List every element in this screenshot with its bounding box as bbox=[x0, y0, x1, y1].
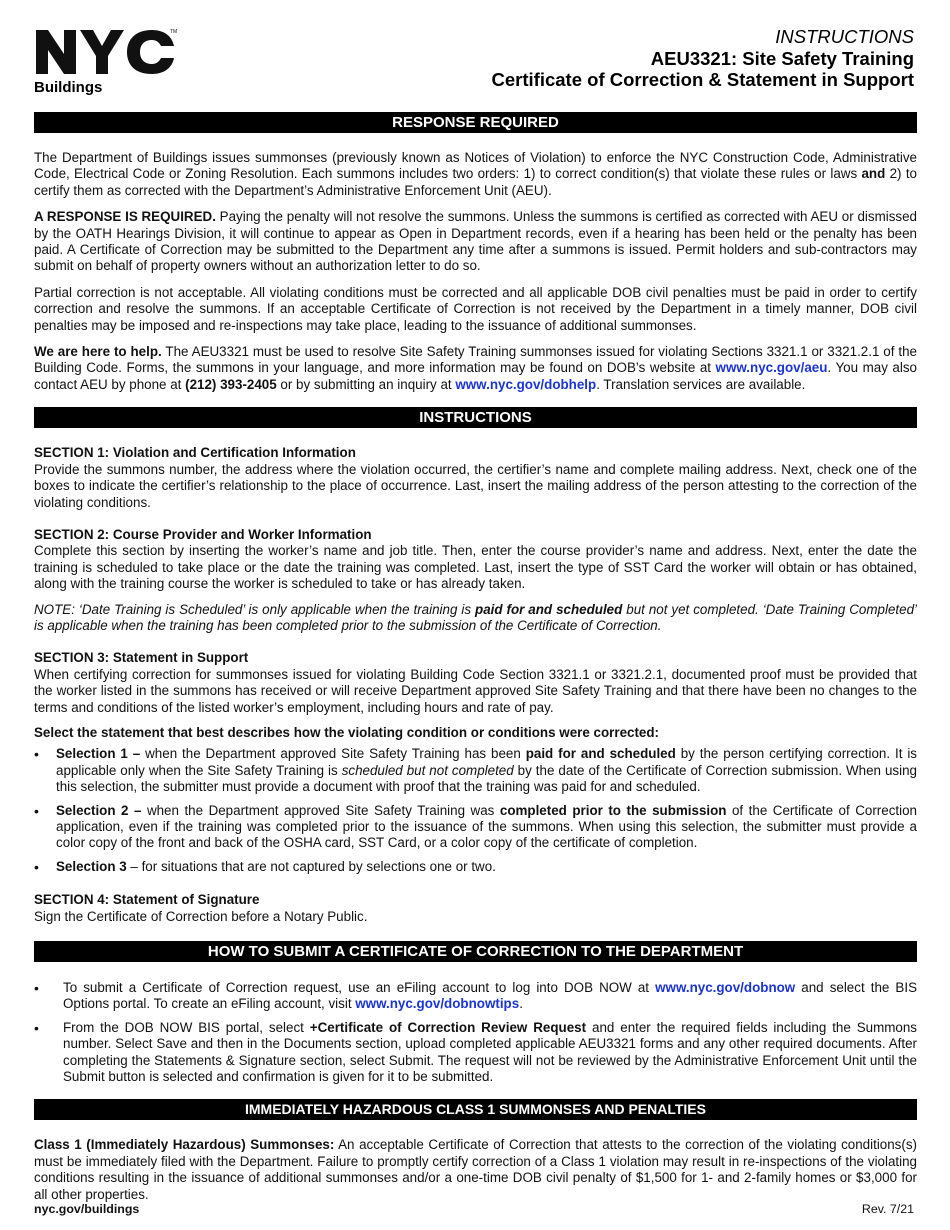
selection-1: • Selection 1 – when the Department approved Site Safety Training has been paid for and scheduled by the person certifying correction. It is applicable only when the Site Safety Training is scheduled but not completed by the date of the Certificate of Correction submission. When using this selection, the submitter must provide a document with proof that the training was paid for and scheduled. bbox=[34, 746, 917, 795]
selection-2: • Selection 2 – when the Department approved Site Safety Training was completed prior to the submission of the Certificate of Correction application, even if the training was completed prior to the issuance of the summons. When using this selection, the submitter must provide a color copy of the front and back of the OSHA card, SST Card, or a color copy of the certificate of completion. bbox=[34, 803, 917, 852]
dobnow-link[interactable]: www.nyc.gov/dobnow bbox=[655, 980, 796, 996]
intro-paragraph-1: The Department of Buildings issues summonses (previously known as Notices of Violation) to enforce the NYC Construction Code, Administrative Code, Electrical Code or Zoning Resolution. Each summons includes two orders: 1) to correct condition(s) that violate these rules or laws and 2) to certify them as corrected with the Department’s Administrative Enforcement Unit (AEU). bbox=[34, 150, 918, 198]
footer-website[interactable]: nyc.gov/buildings bbox=[34, 1202, 140, 1216]
form-subtitle: Certificate of Correction & Statement in Support bbox=[491, 69, 914, 90]
section2-heading: SECTION 2: Course Provider and Worker Information bbox=[34, 526, 372, 542]
dobnowtips-link[interactable]: www.nyc.gov/dobnowtips bbox=[355, 996, 520, 1012]
intro-paragraph-4: We are here to help. The AEU3321 must be used to resolve Site Safety Training summonses issued for violating Sections 3321.1 or 3321.2.1 of the Building Code. Forms, the summons in your language, and more information may be found on DOB’s website at www.nyc.gov/aeu. You may also contact AEU by phone at (212) 393-2405 or by submitting an inquiry at www.nyc.gov/dobhelp. Translation services are available. bbox=[34, 344, 917, 392]
intro-paragraph-2: A RESPONSE IS REQUIRED. Paying the penalty will not resolve the summons. Unless the summons is certified as corrected with AEU or dismissed by the OATH Hearings Division, it will continue to appear as Open in Department records, even if a hearing has been held or the penalty has been paid. A Certificate of Correction may be submitted to the Department any time after a summons is issued. Permit holders and sub-contractors may submit on behalf of property owners without an authorization letter to do so. bbox=[34, 209, 917, 274]
submit-list bbox=[34, 980, 917, 1085]
instructions-label: INSTRUCTIONS bbox=[775, 26, 914, 47]
submit-bullet-2: • From the DOB NOW BIS portal, select +Certificate of Correction Review Request and enter the required fields including the Summons number. Select Save and then in the Documents section, upload completed applicable AEU3321 forms and any other required documents. After completing the Statements & Signature section, select Submit. The request will not be reviewed by the Administrative Enforcement Unit until the Submit button is selected and confirmation is given for it to be submitted. bbox=[34, 1020, 917, 1086]
dobhelp-link[interactable]: www.nyc.gov/dobhelp bbox=[455, 376, 597, 392]
section1-heading: SECTION 1: Violation and Certification Information bbox=[34, 445, 356, 461]
section3-heading: SECTION 3: Statement in Support bbox=[34, 650, 249, 666]
selection-3: • Selection 3 – for situations that are not captured by selections one or two. bbox=[34, 859, 917, 875]
svg-text:TM: TM bbox=[170, 29, 178, 35]
response-required-bar: RESPONSE REQUIRED bbox=[34, 112, 917, 133]
section4-body: Sign the Certificate of Correction before a Notary Public. bbox=[34, 908, 368, 924]
form-title: AEU3321: Site Safety Training bbox=[650, 47, 914, 69]
aeu-phone: (212) 393-2405 bbox=[185, 376, 277, 392]
section4-heading: SECTION 4: Statement of Signature bbox=[34, 892, 260, 908]
section3-body: When certifying correction for summonses issued for violating Building Code Section 3321.1 or 3321.2.1, documented proof must be provided that the worker listed in the summons has received or will receive Department approved Site Safety Training and that there have been no changes to the terms and conditions of the listed worker’s employment, including hours and rate of pay. bbox=[34, 666, 917, 715]
aeu-link[interactable]: www.nyc.gov/aeu bbox=[715, 360, 828, 376]
section3-select-heading: Select the statement that best describes how the violating condition or conditions were corrected: bbox=[34, 724, 660, 740]
class1-bar: IMMEDIATELY HAZARDOUS CLASS 1 SUMMONSES AND PENALTIES bbox=[34, 1099, 917, 1120]
section2-note: NOTE: ‘Date Training is Scheduled’ is only applicable when the training is paid for and scheduled but not yet completed. ‘Date Training Completed’ is applicable when the training has been completed prior to the submission of the Certificate of Correction. bbox=[34, 601, 917, 633]
nyc-buildings-logo bbox=[34, 26, 178, 96]
main-content bbox=[34, 112, 917, 1203]
intro-paragraph-3: Partial correction is not acceptable. All violating conditions must be corrected and all applicable DOB civil penalties must be paid in order to certify correction and resolve the summons. If an acceptable Certificate of Correction is not received by the Department in a timely manner, DOB civil penalties may be imposed and re-inspections may take place, leading to the issuance of additional summonses. bbox=[34, 284, 917, 333]
logo-text: Buildings bbox=[34, 79, 103, 96]
submit-bullet-1: • To submit a Certificate of Correction request, use an eFiling account to log into DOB NOW at www.nyc.gov/dobnow and select the BIS Options portal. To create an eFiling account, visit www.nyc.gov/dobnowtips. bbox=[34, 980, 917, 1013]
footer-revision: Rev. 7/21 bbox=[861, 1202, 914, 1216]
class1-paragraph: Class 1 (Immediately Hazardous) Summonses: An acceptable Certificate of Correction that attests to the correction of the violating conditions(s) must be immediately filed with the Department. Failure to promptly certify correction of a Class 1 violation may result in re-inspections of the violating conditions resulting in the issuance of additional summonses and/or a one-time DOB civil penalty of $1,500 for 1- and 2-family homes or $3,000 for all other properties. bbox=[34, 1137, 917, 1202]
nyc-logo-icon bbox=[34, 26, 178, 78]
section1-body: Provide the summons number, the address where the violation occurred, the certifier’s name and complete mailing address. Next, check one of the boxes to indicate the certifier’s relationship to the place of occurrence. Last, insert the mailing address of the person attesting to the correction of the violating conditions. bbox=[34, 461, 917, 510]
title-block bbox=[492, 26, 914, 91]
selection-list bbox=[34, 746, 917, 875]
section2-body: Complete this section by inserting the worker’s name and job title. Then, enter the course provider’s name and address. Next, enter the date the training is scheduled to take place or the date the training was completed. Last, insert the type of SST Card the worker will obtain or has obtained, along with the training course the worker is scheduled to take or has already taken. bbox=[34, 543, 917, 592]
how-to-submit-bar: HOW TO SUBMIT A CERTIFICATE OF CORRECTION TO THE DEPARTMENT bbox=[34, 941, 917, 962]
instructions-bar: INSTRUCTIONS bbox=[34, 407, 917, 428]
